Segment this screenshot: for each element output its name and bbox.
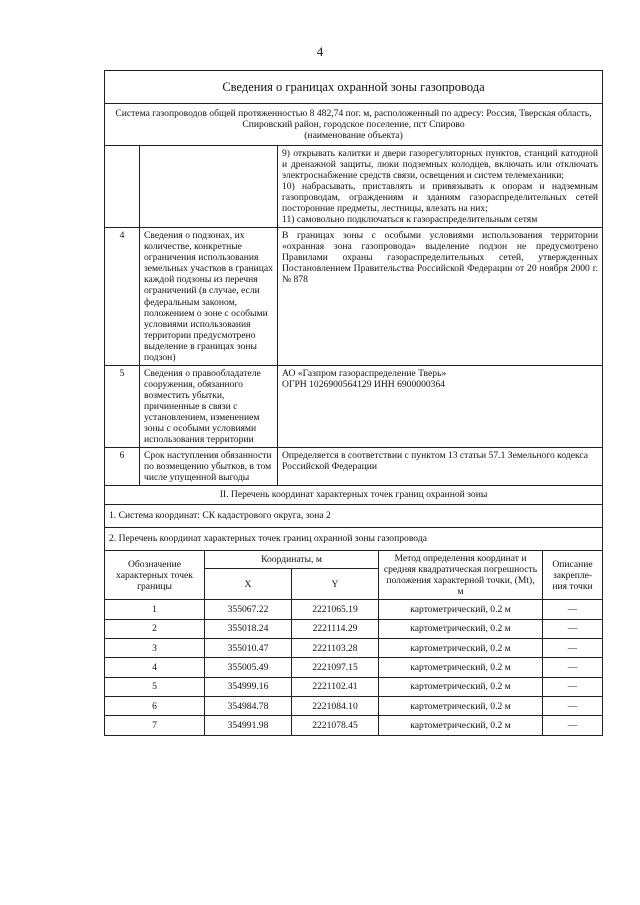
point-number: 3 (105, 638, 205, 657)
row-label: Сведения о правообладателе сооружения, обязанного возместить убытки, причиненные в связи с установлением, изменением зоны с особыми условиями использования территории (140, 365, 278, 447)
table-row (105, 228, 603, 365)
point-x: 355018.24 (205, 619, 292, 638)
point-description: — (543, 619, 603, 638)
point-y: 2221078.45 (292, 716, 379, 735)
object-caption: (наименование объекта) (304, 130, 403, 142)
header-description: Описание закрепле-ния точки (543, 551, 603, 600)
header-x: X (205, 569, 292, 600)
document-body (104, 70, 602, 736)
point-number: 6 (105, 697, 205, 716)
owner-name: АО «Газпром газораспределение Тверь» (282, 367, 447, 379)
header-coords: Координаты, м (205, 551, 379, 569)
row-number: 4 (105, 228, 140, 365)
list-item: 9) открывать калитки и двери газорегуляторных пунктов, станций катодной и дренажной защиты, люки подземных колодцев, включать или отключать электроснабжение средств связи, освещения и систем телемеханики; (282, 148, 598, 182)
point-method: картометрический, 0.2 м (379, 600, 543, 619)
point-y: 2221084.10 (292, 697, 379, 716)
point-method: картометрический, 0.2 м (379, 697, 543, 716)
point-description: — (543, 658, 603, 677)
continuation-items-cell (278, 146, 603, 228)
list-item: 11) самовольно подключаться к газораспределительным сетям (282, 214, 538, 226)
continuation-label-cell (140, 146, 278, 228)
table-row (105, 600, 603, 619)
point-y: 2221103.28 (292, 638, 379, 657)
point-number: 4 (105, 658, 205, 677)
point-number: 5 (105, 677, 205, 696)
point-x: 355005.49 (205, 658, 292, 677)
point-x: 354999.16 (205, 677, 292, 696)
point-description: — (543, 697, 603, 716)
point-y: 2221102.41 (292, 677, 379, 696)
coordinate-list-title: 2. Перечень координат характерных точек границ охранной зоны газопровода (105, 528, 603, 551)
list-item: 10) набрасывать, приставлять и привязывать к опорам и надземным газопроводам, ограждениям и зданиям газораспределительных сетей посторонние предметы, лестницы, влезать на них; (282, 181, 598, 215)
point-description: — (543, 716, 603, 735)
point-x: 354991.98 (205, 716, 292, 735)
section-title: II. Перечень координат характерных точек границ охранной зоны (105, 486, 603, 505)
point-x: 355010.47 (205, 638, 292, 657)
header-point: Обозначение характерных точек границы (105, 551, 205, 600)
point-number: 2 (105, 619, 205, 638)
table-row (105, 658, 603, 677)
point-method: картометрический, 0.2 м (379, 716, 543, 735)
table-row (105, 447, 603, 485)
table-row (105, 716, 603, 735)
point-number: 7 (105, 716, 205, 735)
row-label: Срок наступления обязанности по возмещению убытков, в том числе упущенной выгоды (140, 447, 278, 485)
row-value: Определяется в соответствии с пунктом 13 статьи 57.1 Земельного кодекса Российской Федерации (278, 447, 603, 485)
row-label: Сведения о подзонах, их количестве, конкретные ограничения использования земельных участков в границах каждой подзоны из перечня ограничений (в случае, если федеральным законом, положением о зоне с особыми условиями использования территории предусмотрено выделение в границах зоны подзон) (140, 228, 278, 365)
point-number: 1 (105, 600, 205, 619)
row-value: В границах зоны с особыми условиями использования территории «охранная зона газопровода» выделение подзон не предусмотрено Правилами охраны газораспределительных сетей, утвержденных Постановлением Правительства Российской Федерации от 20 ноября 2000 г. № 878 (278, 228, 603, 365)
point-method: картометрический, 0.2 м (379, 658, 543, 677)
point-y: 2221114.29 (292, 619, 379, 638)
row-number: 6 (105, 447, 140, 485)
table-row (105, 697, 603, 716)
row-number: 5 (105, 365, 140, 447)
row-value-cell (278, 365, 603, 447)
coordinates-table (104, 486, 603, 736)
document-title: Сведения о границах охранной зоны газопровода (105, 71, 603, 104)
header-method: Метод определения координат и средняя квадратическая погрешность положения характерной точки, (Mt), м (379, 551, 543, 600)
table-row (105, 365, 603, 447)
point-x: 354984.78 (205, 697, 292, 716)
coordinate-system: 1. Система координат: СК кадастрового округа, зона 2 (105, 505, 603, 528)
point-description: — (543, 677, 603, 696)
page-number: 4 (316, 44, 324, 59)
header-y: Y (292, 569, 379, 600)
point-method: картометрический, 0.2 м (379, 638, 543, 657)
point-y: 2221065.19 (292, 600, 379, 619)
point-method: картометрический, 0.2 м (379, 677, 543, 696)
point-method: картометрический, 0.2 м (379, 619, 543, 638)
point-description: — (543, 638, 603, 657)
table-row (105, 619, 603, 638)
table-row (105, 677, 603, 696)
continuation-num-cell (105, 146, 140, 228)
object-description-cell (105, 104, 603, 146)
point-x: 355067.22 (205, 600, 292, 619)
point-y: 2221097.15 (292, 658, 379, 677)
table-row (105, 638, 603, 657)
point-description: — (543, 600, 603, 619)
zone-info-table (104, 70, 603, 486)
owner-ids: ОГРН 1026900564129 ИНН 6900000364 (282, 378, 446, 390)
object-description: Система газопроводов общей протяженностью 8 482,74 пог. м, расположенный по адресу: Россия, Тверская область, Спировский район, городское поселение, пгт Спирово (115, 108, 592, 131)
